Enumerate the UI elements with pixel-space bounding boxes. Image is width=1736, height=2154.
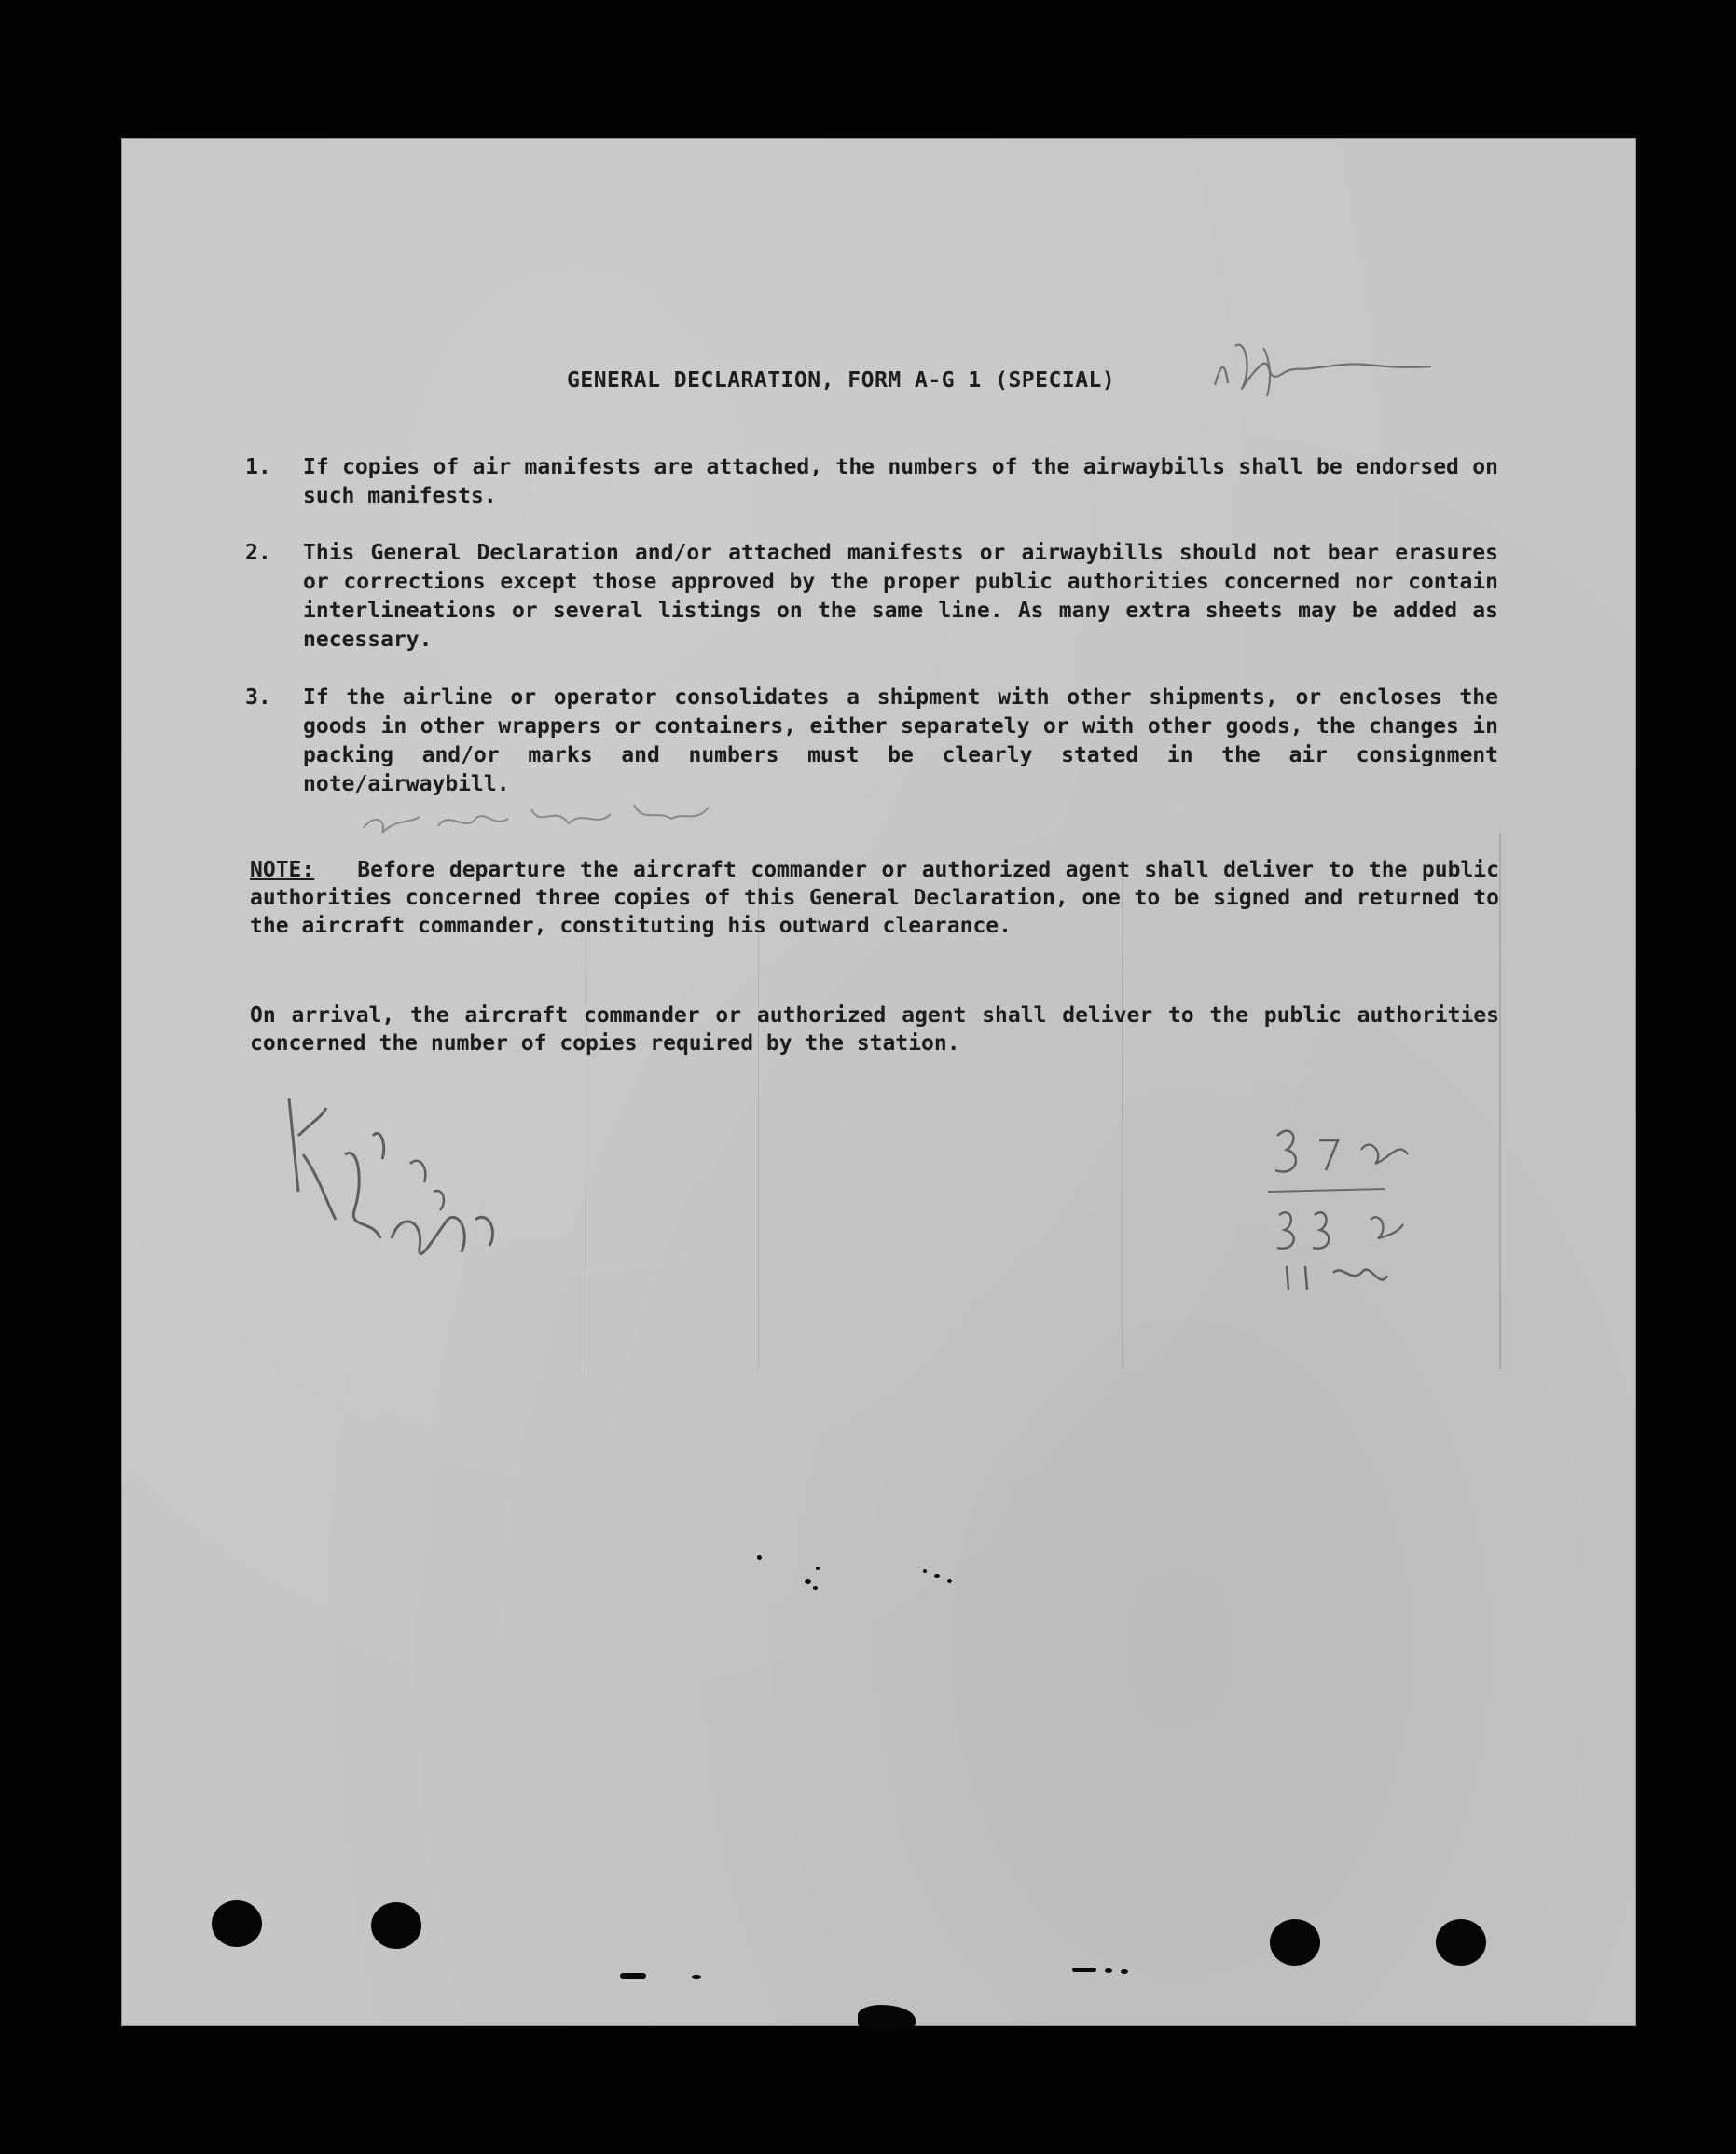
handwritten-numbers-right	[1259, 1112, 1501, 1299]
ink-speck	[923, 1569, 927, 1573]
faint-line	[1122, 870, 1123, 1369]
list-item-text: If the airline or operator consolidates a shipment with other shipments, or encloses the goods in other wrappers or containers, either separately or with other goods, the changes in packing and/or marks and numbers must be clearly stated in the air consignment note/airwaybill.	[303, 685, 1498, 796]
punch-hole	[1436, 1919, 1486, 1966]
handwritten-signature-top-right	[1207, 329, 1468, 404]
list-item-number: 2.	[245, 541, 271, 565]
ink-speck	[813, 1586, 818, 1590]
ink-mark	[1105, 1968, 1112, 1973]
ink-speck	[805, 1579, 811, 1584]
ink-mark	[1072, 1968, 1096, 1972]
document-page	[121, 138, 1636, 2026]
ink-mark	[620, 1973, 646, 1979]
list-item-number: 3.	[245, 685, 271, 710]
ink-speck	[757, 1555, 762, 1560]
list-item-text: This General Declaration and/or attached manifests or airwaybills should not bear erasures or corrections except those approved by the proper public authorities concerned nor contain interlineations or several listings on the same line. As many extra sheets may be added as necessary.	[303, 541, 1498, 652]
punch-hole	[371, 1902, 421, 1949]
list-item-number: 1.	[245, 455, 271, 479]
document-title: GENERAL DECLARATION, FORM A-G 1 (SPECIAL)	[567, 368, 1116, 393]
faint-line	[758, 870, 759, 1369]
ink-mark	[1121, 1969, 1128, 1974]
note-label: NOTE:	[250, 858, 315, 882]
list-item-text: If copies of air manifests are attached, the numbers of the airwaybills shall be endorsed on such manifests.	[303, 455, 1498, 508]
handwritten-pencil-annotation	[354, 791, 746, 847]
note-paragraph	[250, 856, 1499, 940]
punch-hole	[212, 1900, 262, 1947]
ink-speck	[816, 1567, 820, 1570]
ink-speck	[934, 1574, 940, 1578]
ink-speck	[947, 1579, 952, 1583]
punch-hole	[1270, 1919, 1320, 1966]
arrival-paragraph: On arrival, the aircraft commander or authorized agent shall deliver to the public authorities concerned the number of copies required by the station.	[250, 1003, 1499, 1056]
handwritten-marks-left	[270, 1080, 550, 1285]
ink-mark	[692, 1975, 701, 1979]
note-text: Before departure the aircraft commander or authorized agent shall deliver to the public authorities concerned three copies of this General Declaration, one to be signed and returned to the aircraft commander, constituting his outward clearance.	[250, 858, 1499, 938]
